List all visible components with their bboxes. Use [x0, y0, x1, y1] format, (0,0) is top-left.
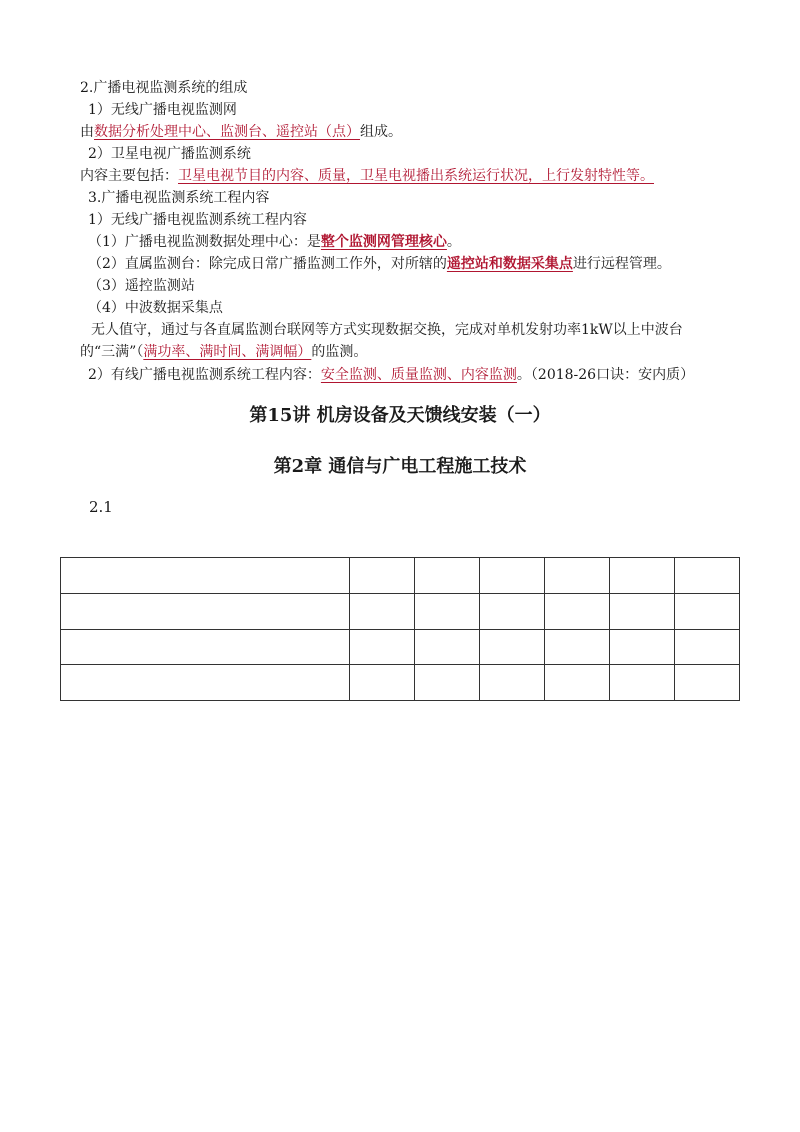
table-cell: [415, 665, 480, 701]
cable-monitoring-content: [88, 364, 740, 386]
highlighted-key-text: 整个监测网管理核心: [320, 234, 447, 250]
satellite-monitoring-content: [80, 165, 740, 187]
table-cell: [61, 558, 350, 594]
empty-table: [60, 557, 740, 701]
text-suffix: 组成。: [360, 124, 402, 140]
table-cell: [675, 558, 740, 594]
lecture-title: 第15讲 机房设备及天馈线安装（一）: [249, 405, 551, 426]
list-item-remote-station: （3）遥控监测站: [88, 278, 195, 294]
table-cell: [61, 629, 350, 665]
table-cell: [480, 665, 545, 701]
text-suffix: 。（2018-26口诀：安内质）: [516, 367, 695, 383]
table-cell: [675, 593, 740, 629]
highlighted-key-text: 安全监测、质量监测、内容监测: [320, 367, 517, 383]
table-cell: [545, 558, 610, 594]
table-cell: [61, 593, 350, 629]
table-cell: [545, 629, 610, 665]
text-suffix: 。: [446, 234, 461, 250]
section-heading-2: 2.广播电视监测系统的组成: [80, 80, 248, 96]
table-cell: [545, 593, 610, 629]
paragraph-line-1: 无人值守，通过与各直属监测台联网等方式实现数据交换，完成对单机发射功率1kW以上中波台: [91, 322, 683, 338]
table-row: [61, 665, 740, 701]
table-row: [61, 558, 740, 594]
subsection-heading-satellite: 2）卫星电视广播监测系统: [88, 146, 251, 162]
table-cell: [415, 629, 480, 665]
table-cell: [61, 665, 350, 701]
table-cell: [350, 558, 415, 594]
table-cell: [415, 558, 480, 594]
highlighted-key-text: 满功率、满时间、满调幅）: [143, 344, 312, 360]
table-cell: [675, 629, 740, 665]
text-prefix: （2）直属监测台：除完成日常广播监测工作外，对所辖的: [88, 256, 447, 272]
table-cell: [545, 665, 610, 701]
table-cell: [350, 629, 415, 665]
subsection-heading-wireless-network: 1）无线广播电视监测网: [88, 102, 237, 118]
text-suffix: 的监测。: [311, 344, 368, 360]
highlighted-key-text: 数据分析处理中心、监测台、遥控站（点）: [94, 124, 360, 140]
table-cell: [480, 558, 545, 594]
table-cell: [480, 593, 545, 629]
table-row: [61, 593, 740, 629]
text-prefix: （1）广播电视监测数据处理中心：是: [88, 234, 321, 250]
highlighted-key-text: 遥控站和数据采集点: [446, 256, 573, 272]
table-cell: [350, 665, 415, 701]
table-cell: [675, 665, 740, 701]
highlighted-key-text: 卫星电视节目的内容、质量，卫星电视播出系统运行状况，上行发射特性等。: [178, 168, 654, 184]
wireless-network-composition: [80, 121, 740, 143]
section-heading-3: 3.广播电视监测系统工程内容: [88, 190, 270, 206]
section-number: 2.1: [89, 498, 113, 516]
list-item-mw-collection-point: （4）中波数据采集点: [88, 300, 223, 316]
table-cell: [610, 665, 675, 701]
table-cell: [350, 593, 415, 629]
paragraph-line-2: [80, 341, 740, 363]
list-item-data-center: [88, 231, 740, 253]
table-cell: [610, 558, 675, 594]
text-prefix: 2）有线广播电视监测系统工程内容：: [88, 367, 321, 383]
table-cell: [480, 629, 545, 665]
table-cell: [415, 593, 480, 629]
text-prefix: 内容主要包括：: [80, 168, 178, 184]
text-prefix: 由: [80, 124, 94, 140]
text-prefix: 的“三满”（: [80, 344, 144, 360]
subsection-heading-wireless-project: 1）无线广播电视监测系统工程内容: [88, 212, 307, 228]
table-cell: [610, 629, 675, 665]
text-suffix: 进行远程管理。: [572, 256, 671, 272]
table-row: [61, 629, 740, 665]
table-cell: [610, 593, 675, 629]
list-item-direct-station: [88, 253, 740, 275]
chapter-title: 第2章 通信与广电工程施工技术: [273, 456, 527, 477]
